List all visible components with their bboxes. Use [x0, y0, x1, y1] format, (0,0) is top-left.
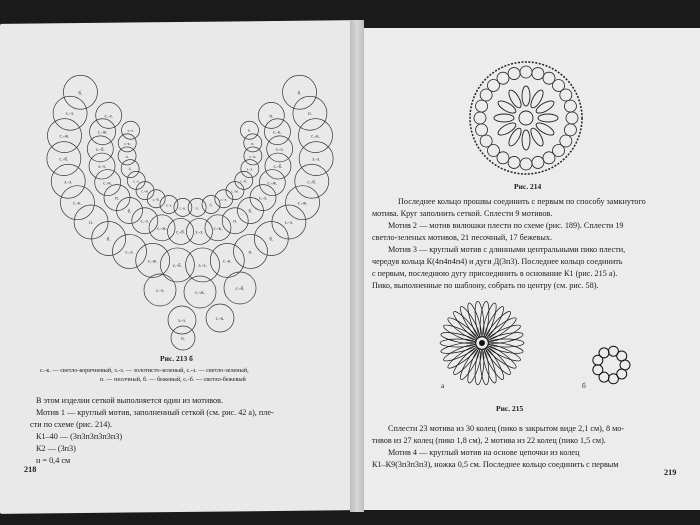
collar-circle-label: б.	[269, 237, 274, 243]
left-page-number: 218	[24, 465, 37, 474]
collar-circle-label: з.-з.	[246, 166, 254, 172]
collar-circle-label: с.-з.	[258, 196, 268, 202]
collar-circle-label: с.-б.	[152, 196, 160, 202]
collar-circle-label: б.	[248, 209, 253, 215]
right-bottom-line-1: Сплести 23 мотива из 30 колец (пико в закрытом виде 2,1 см), 8 мо-	[388, 424, 625, 433]
mandala-loop	[474, 112, 486, 124]
collar-circle-label: з.-з.	[127, 128, 134, 134]
fig215-label-b: б	[582, 381, 586, 390]
mandala-loop	[543, 152, 555, 164]
small-motif-ring	[593, 365, 603, 375]
mandala-petal	[534, 99, 555, 116]
collar-circle-label: з.-з.	[165, 202, 173, 208]
collar-circle-label: б.	[247, 128, 251, 134]
right-top-line-1: Последнее кольцо прошвы соединить с первым по способу замкнутого	[398, 197, 646, 206]
mandala-petal	[494, 114, 514, 122]
right-page-number: 219	[664, 468, 677, 477]
fig213-caption: Рис. 213 б	[160, 354, 193, 363]
small-motif-ring	[620, 360, 630, 370]
collar-circle-label: с.-к.	[213, 226, 223, 232]
rosette-ring	[487, 330, 524, 345]
legend-line-2: п. — песочный, б. — бежевый, с.-б. — светло-бежевый	[100, 376, 246, 383]
mandala-petal	[538, 114, 558, 122]
rosette-center	[479, 340, 485, 346]
mandala-petal	[507, 88, 524, 109]
fig215-caption: Рис. 215	[496, 404, 524, 413]
collar-circle-label: з.-з.	[64, 180, 73, 186]
mandala-petal	[522, 130, 530, 150]
left-body-line-6: н = 0,4 см	[36, 456, 71, 465]
collar-circle-label: с.-з.	[284, 221, 294, 227]
collar-circle-label: с.-б.	[273, 165, 283, 171]
collar-circle-label: з.-з.	[177, 319, 187, 324]
right-bottom-line-4: К1–К9(3п3п3п3), ножка 0,5 см. Последнее кольцо соединить с первым	[372, 460, 619, 469]
collar-circle-label: б.	[106, 237, 111, 243]
rosette-ring	[440, 339, 476, 347]
right-bottom-line-3: Мотив 4 — круглый мотив на основе цепочки из колец	[388, 448, 580, 457]
collar-circle-label: с.-ж.	[59, 134, 70, 140]
collar-circle-label: з.-з.	[97, 165, 107, 171]
collar-circle-label: с.-ж.	[267, 181, 278, 187]
collar-circle-label: с.-ж.	[195, 291, 205, 296]
rosette-ring	[487, 340, 524, 355]
collar-circle-label: з.-з.	[198, 263, 207, 269]
collar-circle-label: с.-к.	[311, 134, 320, 140]
collar-circle-label: з.-з.	[312, 157, 321, 163]
collar-circle-label: с.-к.	[103, 181, 113, 187]
collar-circle-label: с.-к.	[249, 153, 257, 159]
collar-circle-label: с.-б.	[172, 263, 182, 269]
collar-circle-label: с.-к.	[123, 140, 131, 146]
collar-circle-label: с.-б.	[235, 287, 245, 292]
right-top-line-8: Пико, выполненные по шаблону, собрать по центру (см. рис. 58).	[372, 281, 599, 290]
collar-circle-label: б.	[127, 209, 132, 215]
collar-circle-label: с.-з.	[132, 178, 140, 184]
collar-circle-label: б.	[297, 91, 302, 97]
collar-circle-label: с.-б.	[307, 180, 317, 186]
mandala-loop	[564, 100, 576, 112]
mandala-loop	[476, 100, 488, 112]
fig214-lace-motif	[466, 58, 586, 178]
collar-circle-label: с.-б.	[176, 230, 186, 236]
collar-circle-label: п.	[248, 250, 253, 256]
mandala-loop	[564, 124, 576, 136]
mandala-loop	[497, 72, 509, 84]
collar-circle-label: б.	[128, 166, 132, 172]
right-top-line-5: Мотив 3 — круглый мотив с длинными центральными пико плести,	[388, 245, 626, 254]
small-motif-ring	[599, 348, 609, 358]
left-body-line-5: К2 — (3п3)	[36, 444, 76, 453]
collar-circle-label: п.	[115, 196, 119, 202]
left-body-line-3: сти по схеме (рис. 214).	[30, 420, 113, 429]
small-motif-ring	[617, 351, 627, 361]
collar-circle-label: с.-ж.	[141, 188, 149, 194]
collar-circle-label: п.	[181, 337, 185, 342]
fig214-caption: Рис. 214	[514, 182, 542, 191]
collar-circle-label: с.-з.	[125, 250, 134, 256]
collar-circle-label: с.-к.	[215, 317, 225, 322]
mandala-petal	[496, 99, 517, 116]
mandala-petal	[522, 86, 530, 106]
collar-circle-label: с.-к.	[273, 130, 282, 136]
rosette-ring	[440, 330, 477, 345]
collar-circle-label: п.	[251, 140, 255, 146]
right-top-line-3: Мотив 2 — мотив вилюшки плести по схеме (рис. 189). Сплести 19	[388, 221, 624, 230]
mandala-petal	[496, 121, 517, 138]
right-top-line-7: с первым, последнюю дугу присоединить в основание К1 (рис. 215 а).	[372, 269, 618, 278]
mandala-loop	[560, 89, 572, 101]
rosette-ring	[440, 340, 477, 355]
mandala-loop	[532, 68, 544, 80]
collar-circle-label: б.	[209, 202, 213, 208]
fig215b-lace-motif	[586, 340, 636, 390]
fig215-label-a: а	[441, 381, 445, 390]
collar-circle-label: з.-з.	[275, 147, 284, 153]
collar-circle-label: п.	[307, 112, 312, 118]
collar-circle-label: с.-б.	[240, 178, 248, 184]
right-bottom-line-2: тивов из 27 колец (пико 1,8 см), 2 мотива из 22 колец (пико 1,5 см).	[372, 436, 606, 445]
mandala-petal	[534, 121, 555, 138]
collar-circle-label: с.-б.	[59, 157, 69, 163]
collar-circle-label: с.-ж.	[97, 130, 108, 136]
collar-circle-label: с.-б.	[95, 147, 105, 153]
collar-circle-label: п.	[125, 153, 129, 159]
fig215a-lace-motif	[437, 298, 527, 388]
mandala-loop	[476, 124, 488, 136]
legend-line-1: с.-к. — светло-коричневый, з.-з. — золотисто-зеленый, с.-з. — светло-зеленый,	[40, 367, 249, 374]
right-top-line-6: чередуя кольца К(4п4п4п4) и дуги Д(3п3). Последнее кольцо соединить	[372, 257, 623, 266]
collar-circle-label: с.-з.	[140, 219, 149, 225]
mandala-loop	[508, 68, 520, 80]
collar-circle-label: б.	[78, 91, 83, 97]
left-body-line-1: В этом изделии сеткой выполняется один из мотивов.	[36, 396, 224, 405]
collar-circle-label: с.-к.	[222, 259, 232, 265]
mandala-loop	[520, 158, 532, 170]
right-top-line-2: мотива. Круг заполнить сеткой. Сплести 9 мотивов.	[372, 209, 553, 218]
mandala-loop	[508, 156, 520, 168]
collar-circle-label: с.-ж.	[157, 226, 167, 232]
collar-circle-label: п.	[269, 114, 274, 120]
mandala-loop	[520, 66, 532, 78]
small-motif-ring	[608, 374, 618, 384]
collar-circle-label: с.-ж.	[297, 201, 308, 207]
mandala-loop	[480, 135, 492, 147]
rosette-ring	[488, 339, 524, 347]
collar-circle-label: с.-к.	[179, 205, 187, 211]
collar-circle-label: п.	[233, 219, 238, 225]
mandala-petal	[529, 88, 546, 109]
mandala-petal	[529, 126, 546, 147]
left-body-line-2: Мотив 1 — круглый мотив, заполненный сеткой (см. рис. 42 а), пле-	[36, 408, 274, 417]
right-top-line-4: светло-зеленых мотивов, 21 песочный, 17 бежевых.	[372, 233, 553, 242]
collar-circle-label: с.-з.	[155, 289, 165, 294]
collar-circle-label: с.-з.	[65, 112, 75, 118]
collar-circle-label: с.-к.	[73, 201, 82, 207]
collar-circle-label: с.-з.	[104, 114, 113, 120]
left-body-line-4: К1–40 — (3п3п3п3п3п3)	[36, 432, 123, 441]
collar-circle-label: с.-з.	[220, 196, 228, 202]
collar-circle-label: з.-з.	[195, 230, 204, 236]
mandala-loop	[566, 112, 578, 124]
mandala-petal	[507, 126, 524, 147]
collar-circle-label: с.-ж.	[147, 259, 158, 265]
collar-circle-diagram	[0, 20, 356, 350]
collar-circle-label: п.	[195, 205, 199, 211]
collar-circle-label: п.	[89, 221, 94, 227]
collar-circle-label: с.-ж.	[231, 188, 239, 194]
mandala-loop	[532, 156, 544, 168]
mandala-center	[519, 111, 533, 125]
mandala-outer-ring	[470, 62, 582, 174]
